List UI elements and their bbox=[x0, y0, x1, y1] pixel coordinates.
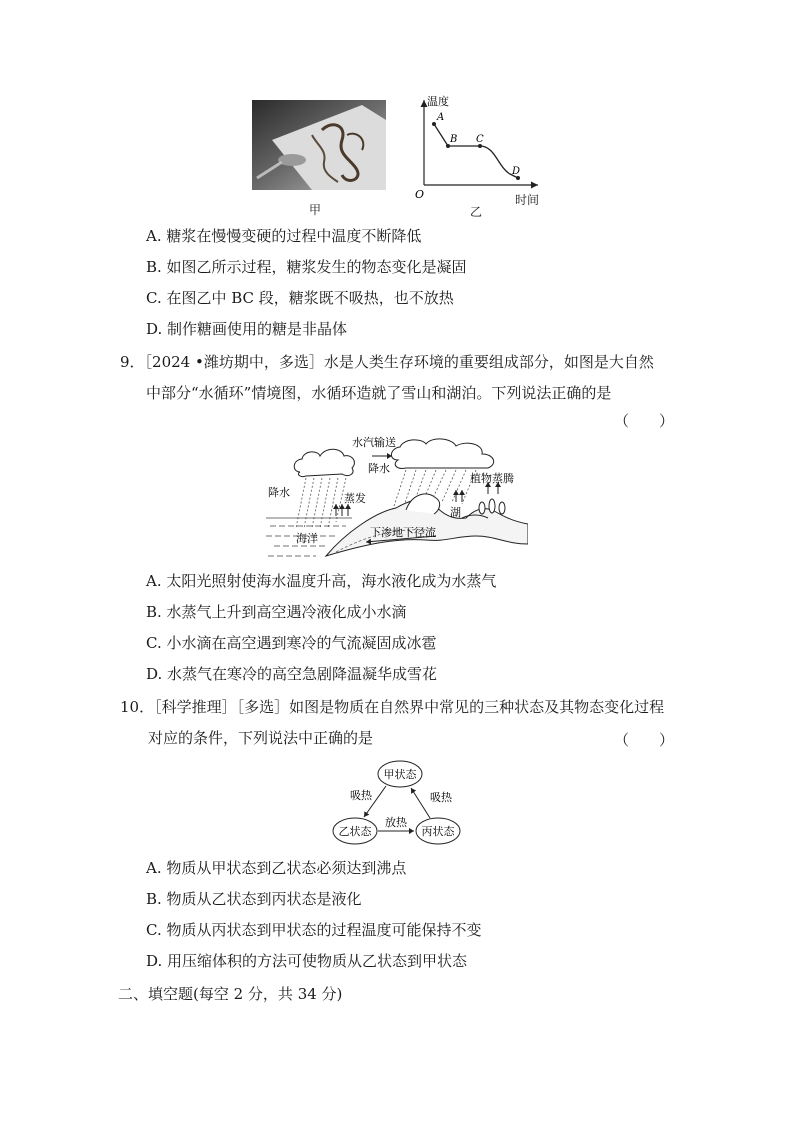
state-change-diagram bbox=[326, 758, 472, 850]
water-cycle-diagram bbox=[266, 432, 528, 562]
point-label-c: C bbox=[476, 134, 484, 145]
q9-option-b: B. 水蒸气上升到高空遇冷液化成小水滴 bbox=[146, 603, 407, 621]
arrow-right-to-top bbox=[411, 788, 430, 818]
q10-option-c: C. 物质从丙状态到甲状态的过程温度可能保持不变 bbox=[146, 921, 482, 939]
q8-option-b: B. 如图乙所示过程，糖浆发生的物态变化是凝固 bbox=[146, 258, 467, 276]
point-label-d: D bbox=[512, 166, 521, 177]
q9-option-a: A. 太阳光照射使海水温度升高，海水液化成为水蒸气 bbox=[146, 572, 497, 590]
state-left-label: 乙状态 bbox=[338, 825, 372, 838]
temperature-time-graph bbox=[410, 92, 550, 204]
label-transpiration: 植物蒸腾 bbox=[470, 472, 514, 485]
label-groundwater: 下渗地下径流 bbox=[370, 526, 436, 539]
q9-option-c: C. 小水滴在高空遇到寒冷的气流凝固成冰雹 bbox=[146, 634, 437, 652]
state-top-label: 甲状态 bbox=[383, 768, 417, 781]
graph-caption: 乙 bbox=[470, 205, 483, 219]
state-right-label: 丙状态 bbox=[421, 825, 455, 838]
origin-label: O bbox=[415, 188, 425, 201]
section2-heading: 二、填空题(每空 2 分，共 34 分) bbox=[118, 985, 343, 1003]
photo-caption: 甲 bbox=[309, 203, 322, 217]
edge-bottom-label: 放热 bbox=[385, 816, 407, 829]
q10-option-b: B. 物质从乙状态到丙状态是液化 bbox=[146, 890, 362, 908]
q10-stem-line1: 10．［科学推理］［多选］如图是物质在自然界中常见的三种状态及其物态变化过程 bbox=[120, 698, 665, 716]
x-axis-label: 时间 bbox=[515, 193, 540, 207]
q9-option-d: D. 水蒸气在寒冷的高空急剧降温凝华成雪花 bbox=[146, 665, 438, 683]
label-ocean: 海洋 bbox=[296, 532, 318, 545]
label-vapor-transport: 水汽输送 bbox=[352, 436, 396, 449]
candy-painting-photo bbox=[252, 100, 386, 190]
q8-option-d: D. 制作糖画使用的糖是非晶体 bbox=[146, 320, 348, 338]
q8-option-a: A. 糖浆在慢慢变硬的过程中温度不断降低 bbox=[146, 227, 422, 245]
label-evaporation: 蒸发 bbox=[344, 492, 366, 505]
q9-stem-line1: 9．［2024 •潍坊期中，多选］水是人类生存环境的重要组成部分，如图是大自然 bbox=[120, 353, 654, 371]
edge-left-label: 吸热 bbox=[350, 789, 372, 802]
cloud-left bbox=[294, 449, 354, 476]
label-lake: 湖 bbox=[450, 506, 461, 519]
edge-right-label: 吸热 bbox=[430, 791, 452, 804]
q9-stem-line2: 中部分“水循环”情境图，水循环造就了雪山和湖泊。下列说法正确的是 bbox=[146, 384, 612, 402]
q10-stem-line2: 对应的条件，下列说法中正确的是 bbox=[148, 729, 374, 747]
label-rain-left: 降水 bbox=[268, 486, 290, 499]
q10-answer-paren: （ ） bbox=[614, 731, 675, 749]
q10-option-a: A. 物质从甲状态到乙状态必须达到沸点 bbox=[146, 859, 407, 877]
q8-option-c: C. 在图乙中 BC 段，糖浆既不吸热，也不放热 bbox=[146, 289, 454, 307]
point-label-b: B bbox=[450, 134, 458, 145]
cloud-right bbox=[391, 439, 493, 468]
y-axis-label: 温度 bbox=[427, 95, 449, 108]
label-rain-mid: 降水 bbox=[368, 462, 390, 475]
q10-option-d: D. 用压缩体积的方法可使物质从乙状态到甲状态 bbox=[146, 952, 468, 970]
cooling-curve bbox=[434, 124, 521, 178]
q9-answer-paren: （ ） bbox=[614, 412, 675, 430]
point-label-a: A bbox=[437, 112, 445, 123]
